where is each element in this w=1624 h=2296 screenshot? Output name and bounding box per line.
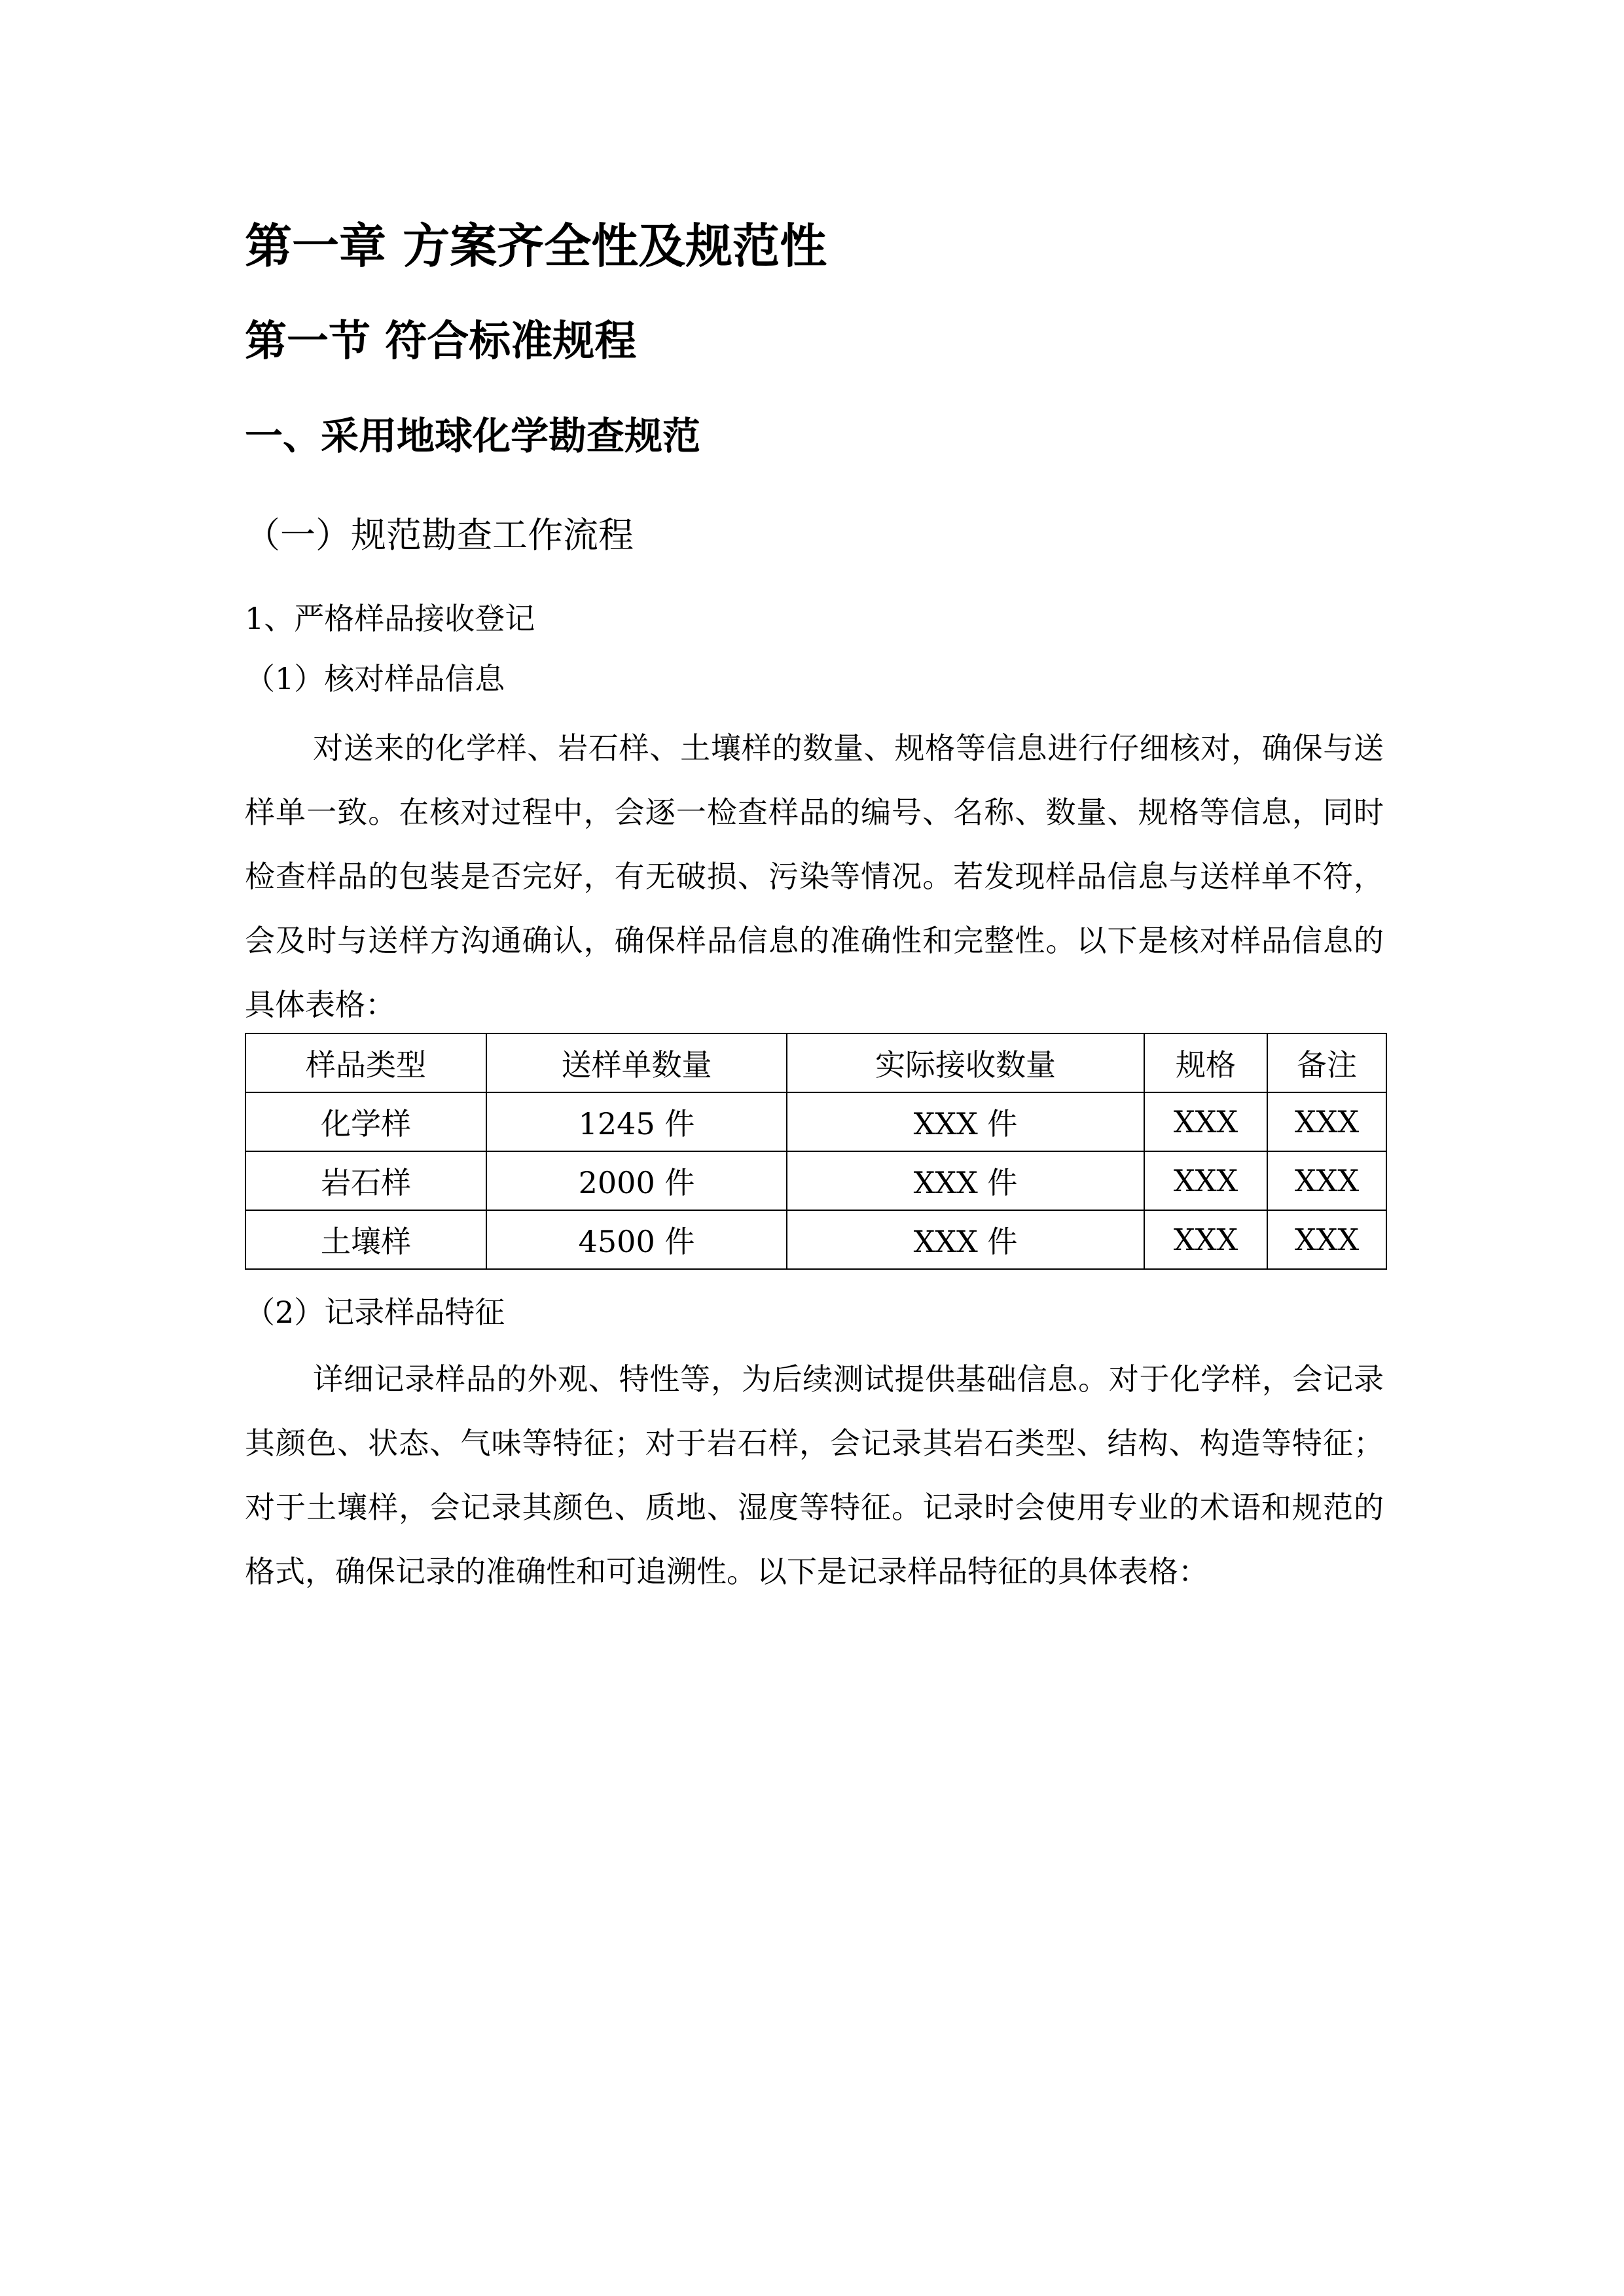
table-cell: 土壤样 xyxy=(245,1210,486,1269)
table-cell: XXX 件 xyxy=(787,1210,1144,1269)
table-cell: XXX 件 xyxy=(787,1092,1144,1151)
table-header-cell: 样品类型 xyxy=(245,1033,486,1092)
table-cell: 1245 件 xyxy=(486,1092,787,1151)
table-header-cell: 备注 xyxy=(1267,1033,1386,1092)
table-cell: XXX xyxy=(1267,1210,1386,1269)
table-header-cell: 实际接收数量 xyxy=(787,1033,1144,1092)
table-row xyxy=(245,1151,1386,1210)
part1-heading: （1）核对样品信息 xyxy=(245,661,505,696)
table-cell: 岩石样 xyxy=(245,1151,486,1210)
table-cell: XXX xyxy=(1267,1151,1386,1210)
subsection-title: 一、采用地球化学勘查规范 xyxy=(245,414,701,458)
table-header-cell: 送样单数量 xyxy=(486,1033,787,1092)
table-cell: 2000 件 xyxy=(486,1151,787,1210)
table-cell: XXX xyxy=(1144,1210,1267,1269)
table-cell: XXX xyxy=(1267,1092,1386,1151)
table-header-row xyxy=(245,1033,1386,1092)
subsubsection-title: （一）规范勘查工作流程 xyxy=(245,514,634,556)
part2-paragraph: 详细记录样品的外观、特性等，为后续测试提供基础信息。对于化学样，会记录其颜色、状态、气味等特征；对于岩石样，会记录其岩石类型、结构、构造等特征；对于土壤样，会记录其颜色、质地、湿度等特征。记录时会使用专业的术语和规范的格式，确保记录的准确性和可追溯性。以下是记录样品特征的具体表格： xyxy=(245,1361,1384,1589)
table-cell: XXX xyxy=(1144,1092,1267,1151)
item-heading: 1、严格样品接收登记 xyxy=(245,601,535,636)
sample-info-table xyxy=(245,1033,1387,1270)
table-cell: XXX 件 xyxy=(787,1151,1144,1210)
table-cell: XXX xyxy=(1144,1151,1267,1210)
table-cell: 化学样 xyxy=(245,1092,486,1151)
table-row xyxy=(245,1210,1386,1269)
table-row xyxy=(245,1092,1386,1151)
part2-heading: （2）记录样品特征 xyxy=(245,1295,505,1330)
table-cell: 4500 件 xyxy=(486,1210,787,1269)
section-title: 第一节 符合标准规程 xyxy=(245,317,637,366)
chapter-title: 第一章 方案齐全性及规范性 xyxy=(245,219,827,274)
part1-paragraph: 对送来的化学样、岩石样、土壤样的数量、规格等信息进行仔细核对，确保与送样单一致。在核对过程中，会逐一检查样品的编号、名称、数量、规格等信息，同时检查样品的包装是否完好，有无破损、污染等情况。若发现样品信息与送样单不符，会及时与送样方沟通确认，确保样品信息的准确性和完整性。以下是核对样品信息的具体表格： xyxy=(245,730,1384,1022)
table-header-cell: 规格 xyxy=(1144,1033,1267,1092)
